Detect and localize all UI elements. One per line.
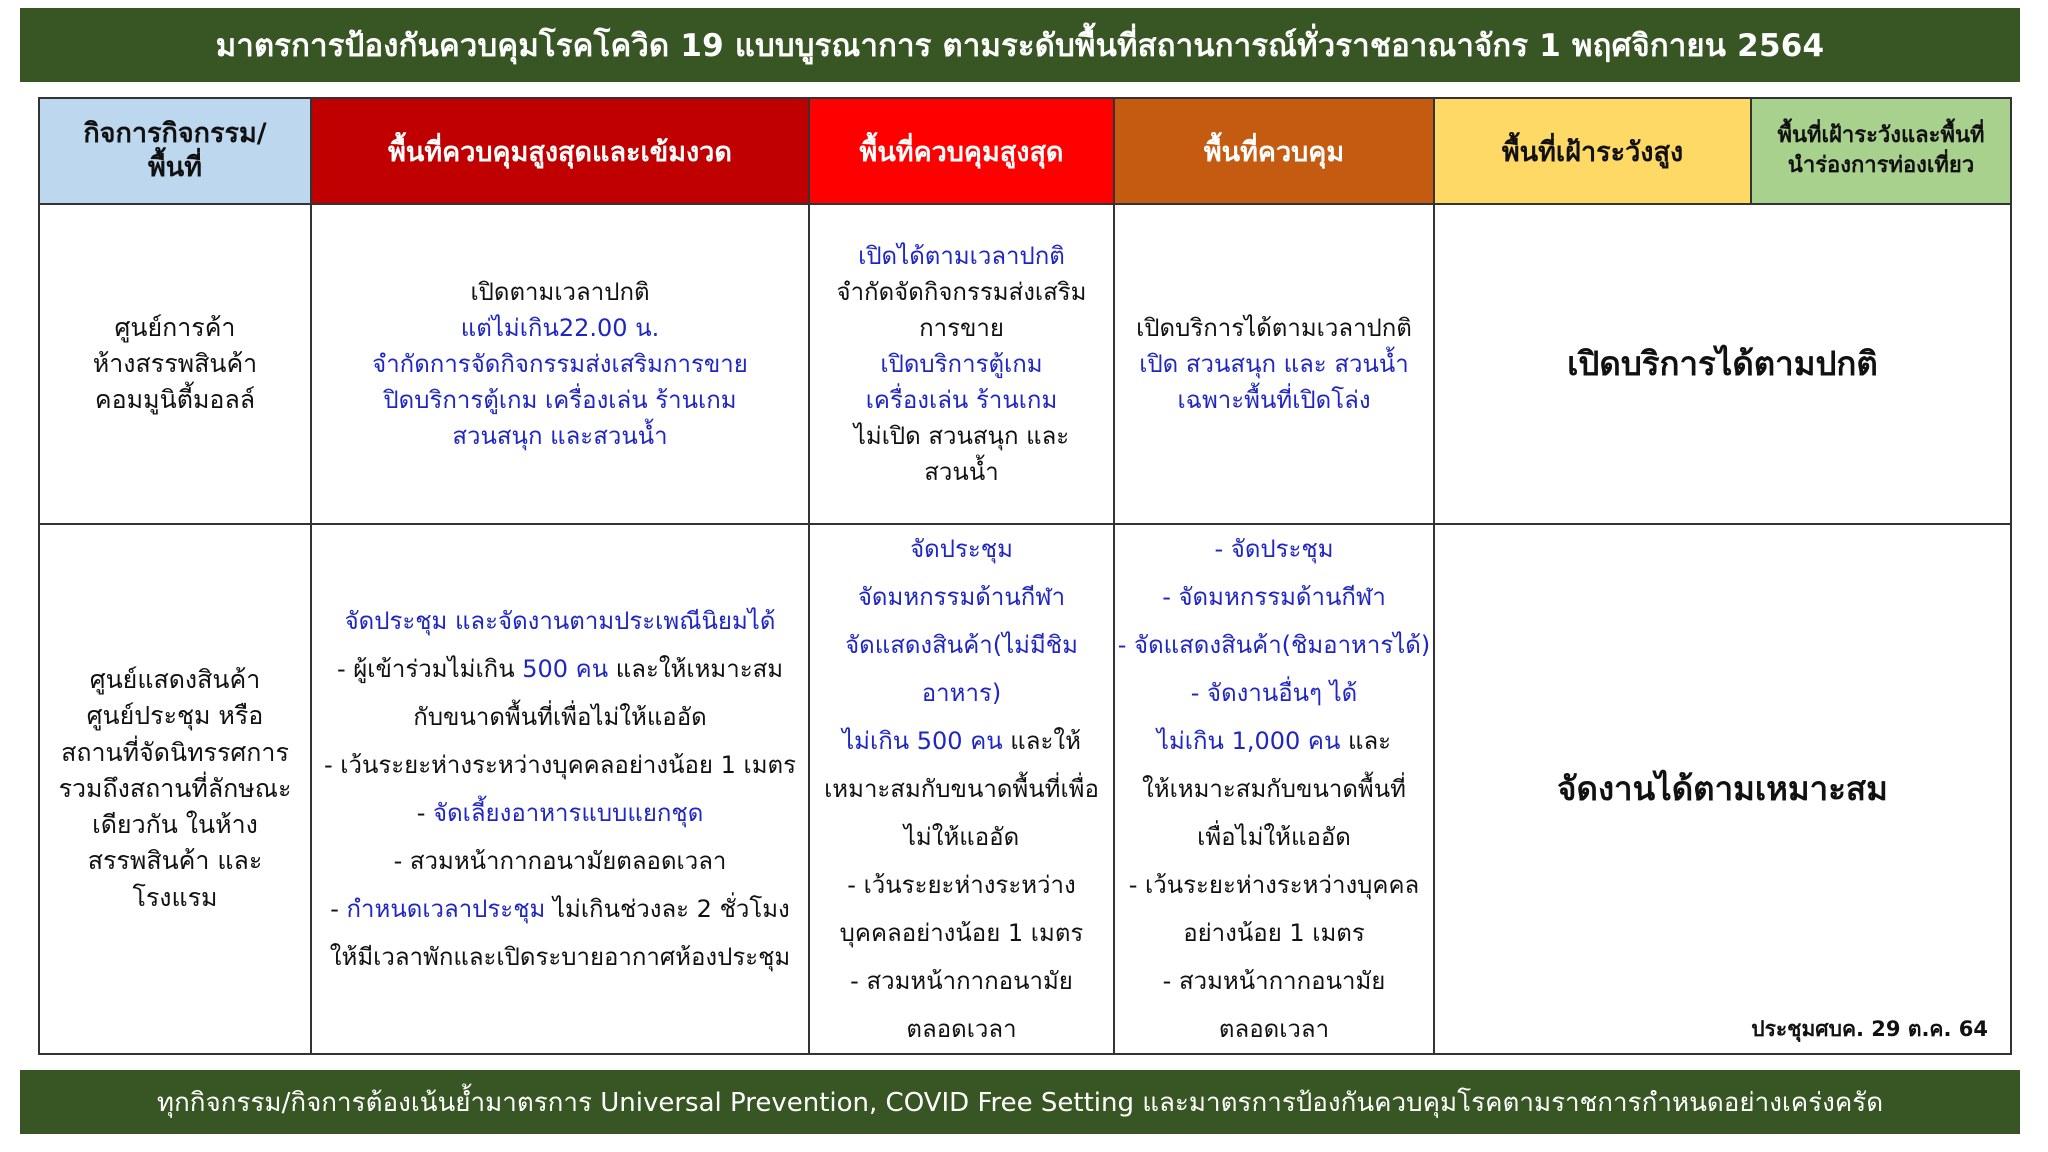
cell-line: เปิดบริการตู้เกม xyxy=(880,350,1043,378)
header-zone-green: พื้นที่เฝ้าระวังและพื้นที่ นำร่องการท่องเที่ยว xyxy=(1751,98,2011,204)
cell-line xyxy=(1115,861,1433,909)
cell-line: เปิดตามเวลาปกติ xyxy=(470,278,650,306)
footer-banner: ทุกกิจกรรม/กิจการต้องเน้นย้ำมาตรการ Universal Prevention, COVID Free Setting และมาตรการป้องกันควบคุมโรคตามราชการกำหนดอย่างเคร่งครัด xyxy=(20,1070,2020,1134)
cell-text-run: ให้มีเวลาพักและเปิดระบายอากาศห้องประชุม xyxy=(329,943,791,971)
cell-line xyxy=(1115,573,1433,621)
cell-line: การขาย xyxy=(919,314,1004,342)
cell-line xyxy=(810,1005,1113,1053)
cell-text-run: - จัดแสดงสินค้า(ชิมอาหารได้) xyxy=(1117,631,1431,659)
cell-line: สวนน้ำ xyxy=(924,458,999,486)
header-activity: กิจการกิจกรรม/ พื้นที่ xyxy=(39,98,311,204)
cell-line xyxy=(810,669,1113,717)
exhibition-red-cell xyxy=(809,524,1114,1054)
cell-text-run: จัดมหกรรมด้านกีฬา xyxy=(857,583,1066,611)
mall-dark-red-cell xyxy=(311,204,809,524)
exhibition-dark-red-cell xyxy=(311,524,809,1054)
cell-text-run: - จัดงานอื่นๆ ได้ xyxy=(1190,679,1358,707)
cell-line: เฉพาะพื้นที่เปิดโล่ง xyxy=(1177,386,1371,414)
cell-line: เปิดบริการได้ตามเวลาปกติ xyxy=(1136,314,1412,342)
cell-line xyxy=(312,789,808,837)
cell-text-run: ตลอดเวลา xyxy=(1218,1015,1330,1043)
cell-line xyxy=(1115,765,1433,813)
exhibition-orange-cell xyxy=(1114,524,1434,1054)
cell-line: เปิดได้ตามเวลาปกติ xyxy=(858,242,1065,270)
cell-text-run: 500 คน xyxy=(522,655,609,683)
mall-orange-cell xyxy=(1114,204,1434,524)
cell-line xyxy=(810,525,1113,573)
cell-text-run: ไม่เกิน 1,000 คน xyxy=(1156,727,1341,755)
cell-line xyxy=(312,933,808,981)
cell-text-run: - จัดประชุม xyxy=(1214,535,1334,563)
cell-line: แต่ไม่เกิน22.00 น. xyxy=(460,314,660,342)
cell-line xyxy=(312,885,808,933)
cell-line xyxy=(1115,669,1433,717)
cell-line xyxy=(1115,909,1433,957)
cell-line: เครื่องเล่น ร้านเกม xyxy=(865,386,1058,414)
cell-text-run: และ xyxy=(1340,727,1392,755)
cell-line xyxy=(810,717,1113,765)
cell-text-run: บุคคลอย่างน้อย 1 เมตร xyxy=(839,919,1084,947)
cell-line xyxy=(1115,717,1433,765)
cell-line: ปิดบริการตู้เกม เครื่องเล่น ร้านเกม xyxy=(383,386,737,414)
cell-text-run: ไม่เกินช่วงละ 2 ชั่วโมง xyxy=(545,895,790,923)
cell-line: เปิด สวนสนุก และ สวนน้ำ xyxy=(1139,350,1409,378)
cell-line: จำกัดการจัดกิจกรรมส่งเสริมการขาย xyxy=(372,350,748,378)
cell-line xyxy=(312,693,808,741)
cell-line: สวนสนุก และสวนน้ำ xyxy=(452,422,668,450)
row-shopping-mall xyxy=(39,204,2011,524)
cell-text-run: - สวมหน้ากากอนามัยตลอดเวลา xyxy=(393,847,727,875)
header-zone-yellow: พื้นที่เฝ้าระวังสูง xyxy=(1434,98,1751,204)
cell-text-run: กำหนดเวลาประชุม xyxy=(346,895,546,923)
cell-line xyxy=(312,837,808,885)
cell-text-run: เพื่อไม่ให้แออัด xyxy=(1197,823,1351,851)
cell-line xyxy=(810,765,1113,813)
cell-text-run: - จัดมหกรรมด้านกีฬา xyxy=(1162,583,1386,611)
cell-line xyxy=(810,957,1113,1005)
cell-text-run: จัดประชุม และจัดงานตามประเพณีนิยมได้ xyxy=(344,607,776,635)
row-exhibition xyxy=(39,524,2011,1054)
mall-yellow-green-cell: เปิดบริการได้ตามปกติ xyxy=(1434,204,2011,524)
cell-line: จำกัดจัดกิจกรรมส่งเสริม xyxy=(836,278,1087,306)
cell-text-run: และให้เหมาะสม xyxy=(608,655,784,683)
header-zone-red: พื้นที่ควบคุมสูงสุด xyxy=(809,98,1114,204)
cell-line xyxy=(810,861,1113,909)
cell-line xyxy=(1115,1005,1433,1053)
cell-line xyxy=(810,573,1113,621)
cell-line xyxy=(312,597,808,645)
cell-text-run: - xyxy=(330,895,347,923)
measures-table xyxy=(38,97,2012,1055)
cell-text-run: จัดเลี้ยงอาหารแบบแยกชุด xyxy=(433,799,704,827)
row-label-exhibition: ศูนย์แสดงสินค้า ศูนย์ประชุม หรือ สถานที่จัดนิทรรศการ รวมถึงสถานที่ลักษณะ เดียวกัน ในห้าง สรรพสินค้า และ โรงแรม xyxy=(39,524,311,1054)
cell-line xyxy=(312,645,808,693)
cell-text-run: ให้เหมาะสมกับขนาดพื้นที่ xyxy=(1142,775,1406,803)
page-title: มาตรการป้องกันควบคุมโรคโควิด 19 แบบบูรณาการ ตามระดับพื้นที่สถานการณ์ทั่วราชอาณาจักร 1 พฤศจิกายน 2564 xyxy=(20,8,2020,82)
cell-text-run: อย่างน้อย 1 เมตร xyxy=(1183,919,1365,947)
cell-line: ไม่เปิด สวนสนุก และ xyxy=(853,422,1070,450)
cell-text-run: ไม่เกิน 500 คน xyxy=(842,727,1003,755)
cell-line xyxy=(810,813,1113,861)
cell-text-run: - ผู้เข้าร่วมไม่เกิน xyxy=(336,655,523,683)
cell-line xyxy=(1115,813,1433,861)
cell-text-run: จัดประชุม xyxy=(910,535,1013,563)
cell-text-run: - สวมหน้ากากอนามัย xyxy=(1162,967,1386,995)
cell-text-run: - เว้นระยะห่างระหว่างบุคคลอย่างน้อย 1 เมตร xyxy=(323,751,797,779)
cell-text-run: อาหาร) xyxy=(921,679,1002,707)
cell-line xyxy=(1115,957,1433,1005)
cell-line xyxy=(810,621,1113,669)
cell-text-run: - เว้นระยะห่างระหว่างบุคคล xyxy=(1128,871,1420,899)
cell-text-run: ไม่ให้แออัด xyxy=(903,823,1020,851)
cell-text-run: - xyxy=(416,799,433,827)
exhibition-yellow-green-cell xyxy=(1434,524,2011,1054)
cell-text-run: จัดแสดงสินค้า(ไม่มีชิม xyxy=(845,631,1078,659)
mall-red-cell xyxy=(809,204,1114,524)
cell-text-run: - เว้นระยะห่างระหว่าง xyxy=(847,871,1076,899)
cell-text-run: ตลอดเวลา xyxy=(906,1015,1017,1043)
cell-line xyxy=(1115,525,1433,573)
header-row xyxy=(39,98,2011,204)
meeting-note: ประชุมศบค. 29 ต.ค. 64 xyxy=(1751,1016,1988,1041)
cell-line xyxy=(312,741,808,789)
cell-text-run: เหมาะสมกับขนาดพื้นที่เพื่อ xyxy=(824,775,1099,803)
header-zone-dark-red: พื้นที่ควบคุมสูงสุดและเข้มงวด xyxy=(311,98,809,204)
cell-line xyxy=(1115,621,1433,669)
cell-text-run: - สวมหน้ากากอนามัย xyxy=(850,967,1073,995)
cell-text-run: กับขนาดพื้นที่เพื่อไม่ให้แออัด xyxy=(413,703,707,731)
row-label-shopping-mall: ศูนย์การค้า ห้างสรรพสินค้า คอมมูนิตี้มอลล์ xyxy=(39,204,311,524)
cell-text-run: และให้ xyxy=(1002,727,1081,755)
exhibition-yellow-green-text: จัดงานได้ตามเหมาะสม xyxy=(1557,769,1888,809)
header-zone-orange: พื้นที่ควบคุม xyxy=(1114,98,1434,204)
cell-line xyxy=(810,909,1113,957)
